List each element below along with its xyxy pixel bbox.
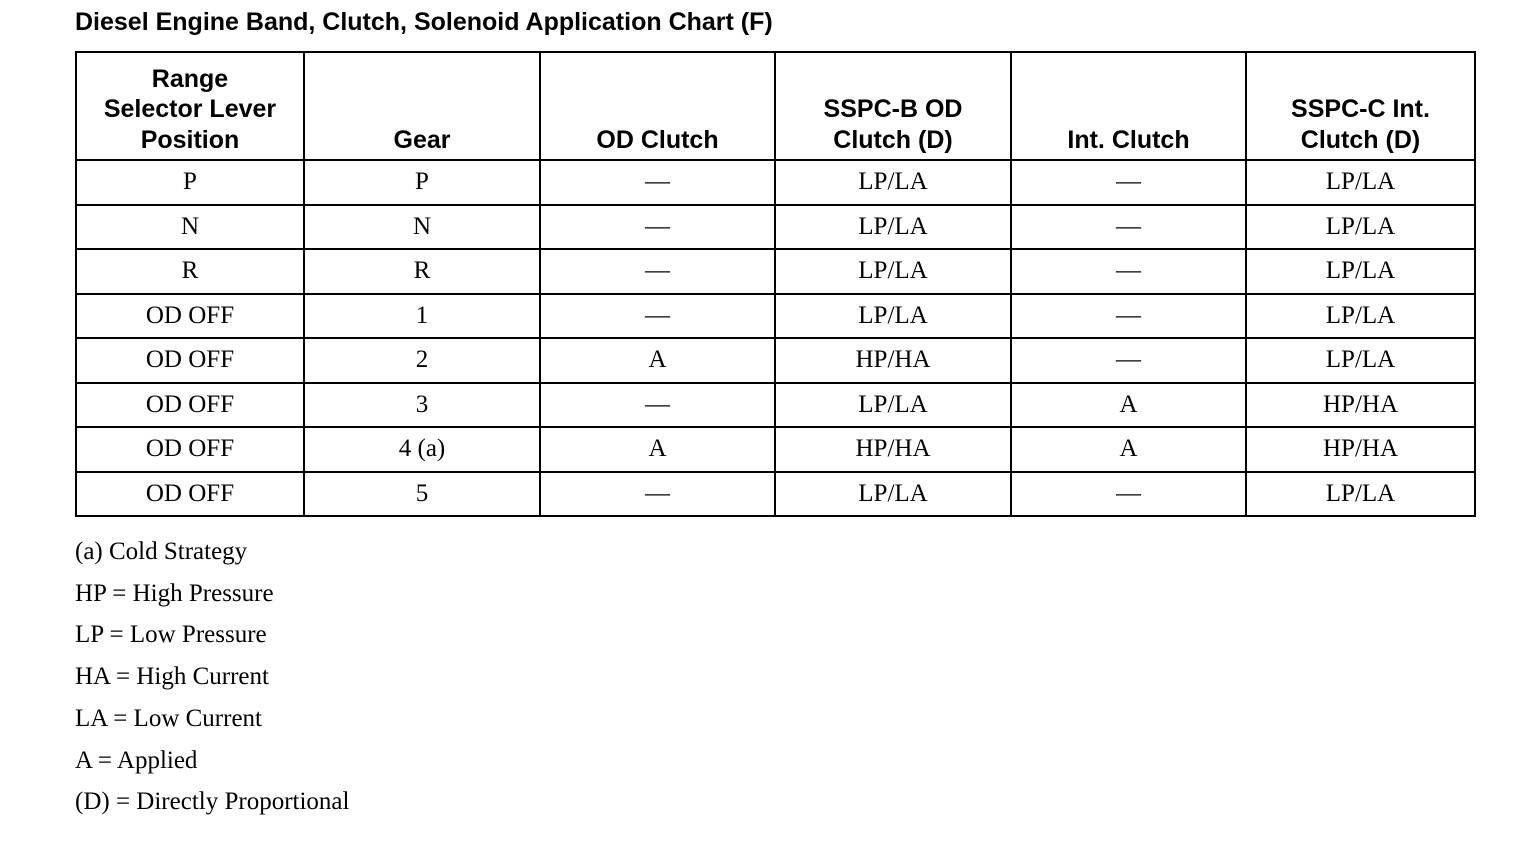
table-cell: — [540,160,775,205]
table-cell: OD OFF [76,338,304,383]
table-cell: OD OFF [76,294,304,339]
table-cell: — [540,249,775,294]
legend-note: HP = High Pressure [75,579,274,607]
table-cell: — [540,383,775,428]
legend-note: HA = High Current [75,663,269,691]
table-cell: HP/HA [775,427,1011,472]
table-row [76,294,1475,339]
legend-note: (a) Cold Strategy [75,538,248,565]
table-cell: P [76,160,304,205]
legend-note: A = Applied [75,746,198,774]
table-cell: — [540,205,775,250]
header-int-clutch [1011,52,1246,160]
table-cell: — [540,472,775,517]
table-cell: 2 [304,338,540,383]
table-cell: OD OFF [76,427,304,472]
header-line: Range [151,64,229,93]
table-body [76,160,1475,516]
table-cell: N [304,205,540,250]
table-cell: OD OFF [76,383,304,428]
table-row [76,205,1475,250]
table-cell: LP/LA [1246,249,1475,294]
table-cell: HP/HA [775,338,1011,383]
table-cell: HP/HA [1246,383,1475,428]
legend-note: (D) = Directly Proportional [75,788,350,816]
table-cell: LP/LA [1246,205,1475,250]
table-cell: — [1011,205,1246,250]
table-cell: LP/LA [775,205,1011,250]
table-cell: LP/LA [1246,338,1475,383]
table-cell: LP/LA [1246,294,1475,339]
table-cell: — [1011,472,1246,517]
table-cell: R [304,249,540,294]
table-cell: LP/LA [1246,160,1475,205]
table-cell: OD OFF [76,472,304,517]
table-row [76,338,1475,383]
table-row [76,427,1475,472]
table-cell: LP/LA [775,383,1011,428]
header-line: Gear [393,125,451,154]
header-line: Clutch (D) [1300,125,1421,154]
chart-title: Diesel Engine Band, Clutch, Solenoid Application Chart (F) [75,8,773,36]
table-cell: N [76,205,304,250]
table-cell: LP/LA [775,160,1011,205]
table-cell: R [76,249,304,294]
header-line: Clutch (D) [833,125,953,154]
header-range-selector-lever-position [76,52,304,160]
header-line: Int. Clutch [1067,125,1190,154]
legend-note: LA = Low Current [75,704,262,732]
table-row [76,472,1475,517]
header-line: OD Clutch [596,125,719,154]
table-cell: 1 [304,294,540,339]
table-cell: — [1011,294,1246,339]
header-line: SSPC-B OD [823,95,963,123]
table-cell: — [540,294,775,339]
table-cell: 3 [304,383,540,428]
table-row [76,160,1475,205]
table-row [76,249,1475,294]
header-gear [304,52,540,160]
header-line: Position [140,125,240,154]
legend-notes [75,531,349,823]
table-cell: A [1011,427,1246,472]
table-cell: LP/LA [775,294,1011,339]
table-row [76,383,1475,428]
header-od-clutch [540,52,775,160]
legend-note: LP = Low Pressure [75,621,267,649]
table-cell: LP/LA [775,249,1011,294]
header-sspc-b-od-clutch [775,52,1011,160]
header-row [76,52,1475,160]
header-sspc-c-int-clutch [1246,52,1475,160]
table-cell: LP/LA [775,472,1011,517]
table-cell: 4 (a) [304,427,540,472]
table-cell: — [1011,160,1246,205]
table-cell: A [540,427,775,472]
table-cell: 5 [304,472,540,517]
header-line: Selector Lever [103,95,277,123]
table-cell: A [1011,383,1246,428]
table-cell: — [1011,249,1246,294]
table-cell: — [1011,338,1246,383]
table-cell: A [540,338,775,383]
application-chart-table [75,51,1476,517]
table-cell: LP/LA [1246,472,1475,517]
header-line: SSPC-C Int. [1291,95,1430,123]
table-cell: P [304,160,540,205]
table-cell: HP/HA [1246,427,1475,472]
